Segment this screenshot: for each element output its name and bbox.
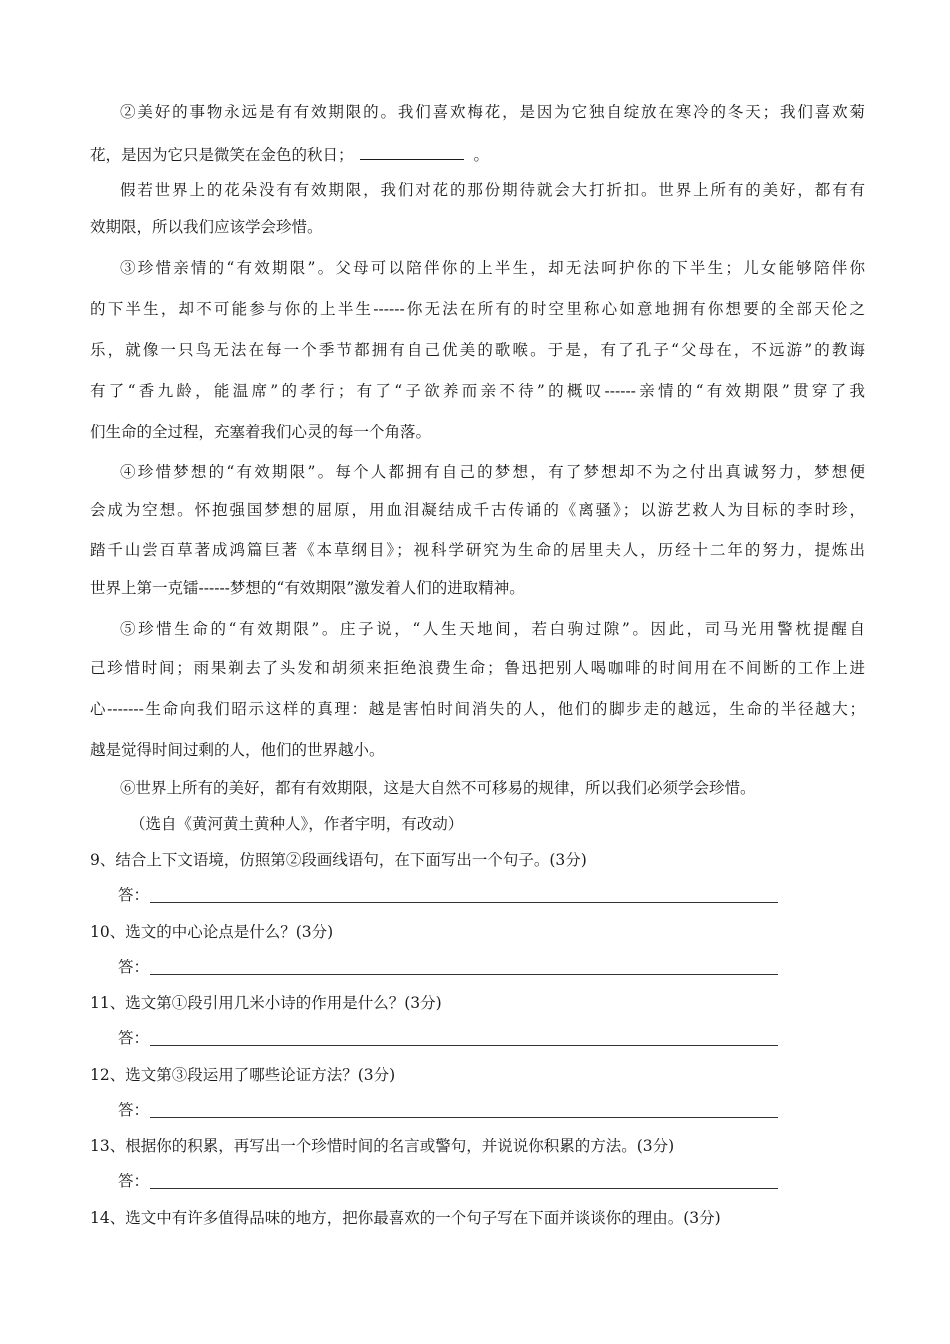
paragraph-5-line-4: 越是觉得时间过剩的人，他们的世界越小。	[90, 741, 385, 759]
answer-line-13[interactable]	[150, 1188, 778, 1189]
question-10: 10、选文的中心论点是什么？(3分)	[90, 923, 334, 941]
paragraph-extra-line-1: 假若世界上的花朵没有有效期限，我们对花的那份期待就会大打折扣。世界上所有的美好，都有有	[120, 181, 865, 199]
answer-line-11[interactable]	[150, 1045, 778, 1046]
paragraph-3-line-4: 有了“香九龄，能温席”的孝行；有了“子欲养而亲不待”的概叹------亲情的“有效期限”贯穿了我	[90, 382, 865, 400]
answer-line-12[interactable]	[150, 1117, 778, 1118]
paragraph-2-line-1: ②美好的事物永远是有有效期限的。我们喜欢梅花，是因为它独自绽放在寒冷的冬天；我们喜欢菊	[120, 103, 865, 121]
paragraph-3-line-5: 们生命的全过程，充塞着我们心灵的每一个角落。	[90, 423, 432, 441]
answer-label-11: 答：	[118, 1029, 150, 1047]
paragraph-extra-line-2: 效期限，所以我们应该学会珍惜。	[90, 218, 323, 236]
answer-line-9[interactable]	[150, 902, 778, 903]
paragraph-4-line-2: 会成为空想。怀抱强国梦想的屈原，用血泪凝结成千古传诵的《离骚》；以游艺救人为目标的李时珍，	[90, 501, 865, 519]
paragraph-5-line-3: 心-------生命向我们昭示这样的真理：越是害怕时间消失的人，他们的脚步走的越远，生命的半径越大；	[90, 700, 865, 718]
paragraph-4-line-4: 世界上第一克镭------梦想的“有效期限”激发着人们的进取精神。	[90, 579, 525, 597]
fill-in-blank	[360, 145, 464, 160]
question-11: 11、选文第①段引用几米小诗的作用是什么？(3分)	[90, 994, 442, 1012]
question-14: 14、选文中有许多值得品味的地方，把你最喜欢的一个句子写在下面并谈谈你的理由。(3分)	[90, 1209, 721, 1227]
paragraph-5-line-1: ⑤珍惜生命的“有效期限”。庄子说，“人生天地间，若白驹过隙”。因此，司马光用警枕提醒自	[120, 620, 865, 638]
paragraph-3-line-3: 乐，就像一只鸟无法在每一个季节都拥有自己优美的歌喉。于是，有了孔子“父母在，不远游”的教诲	[90, 341, 865, 359]
question-9: 9、结合上下文语境，仿照第②段画线语句，在下面写出一个句子。(3分)	[90, 851, 587, 869]
answer-label-12: 答：	[118, 1101, 150, 1119]
answer-label-13: 答：	[118, 1172, 150, 1190]
paragraph-4-line-1: ④珍惜梦想的“有效期限”。每个人都拥有自己的梦想，有了梦想却不为之付出真诚努力，梦想便	[120, 463, 865, 481]
answer-label-10: 答：	[118, 958, 150, 976]
answer-line-10[interactable]	[150, 974, 778, 975]
paragraph-4-line-3: 踏千山尝百草著成鸿篇巨著《本草纲目》；视科学研究为生命的居里夫人，历经十二年的努力，提炼出	[90, 541, 865, 559]
paragraph-6: ⑥世界上所有的美好，都有有效期限，这是大自然不可移易的规律，所以我们必须学会珍惜。	[120, 779, 756, 797]
paragraph-3-line-2: 的下半生，却不可能参与你的上半生------你无法在所有的时空里称心如意地拥有你想要的全部天伦之	[90, 300, 865, 318]
question-12: 12、选文第③段运用了哪些论证方法？(3分)	[90, 1066, 396, 1084]
paragraph-2-text: 花，是因为它只是微笑在金色的秋日；	[90, 146, 354, 164]
question-13: 13、根据你的积累，再写出一个珍惜时间的名言或警句，并说说你积累的方法。(3分)	[90, 1137, 675, 1155]
paragraph-2-end: 。	[473, 146, 490, 164]
source-note: （选自《黄河黄土黄种人》，作者宇明，有改动）	[130, 815, 464, 833]
paragraph-2-line-2	[90, 145, 865, 165]
paragraph-5-line-2: 己珍惜时间；雨果剃去了头发和胡须来拒绝浪费生命；鲁迅把别人喝咖啡的时间用在不间断的工作上进	[90, 659, 865, 677]
answer-label-9: 答：	[118, 886, 150, 904]
paragraph-3-line-1: ③珍惜亲情的“有效期限”。父母可以陪伴你的上半生，却无法呵护你的下半生；儿女能够陪伴你	[120, 259, 865, 277]
